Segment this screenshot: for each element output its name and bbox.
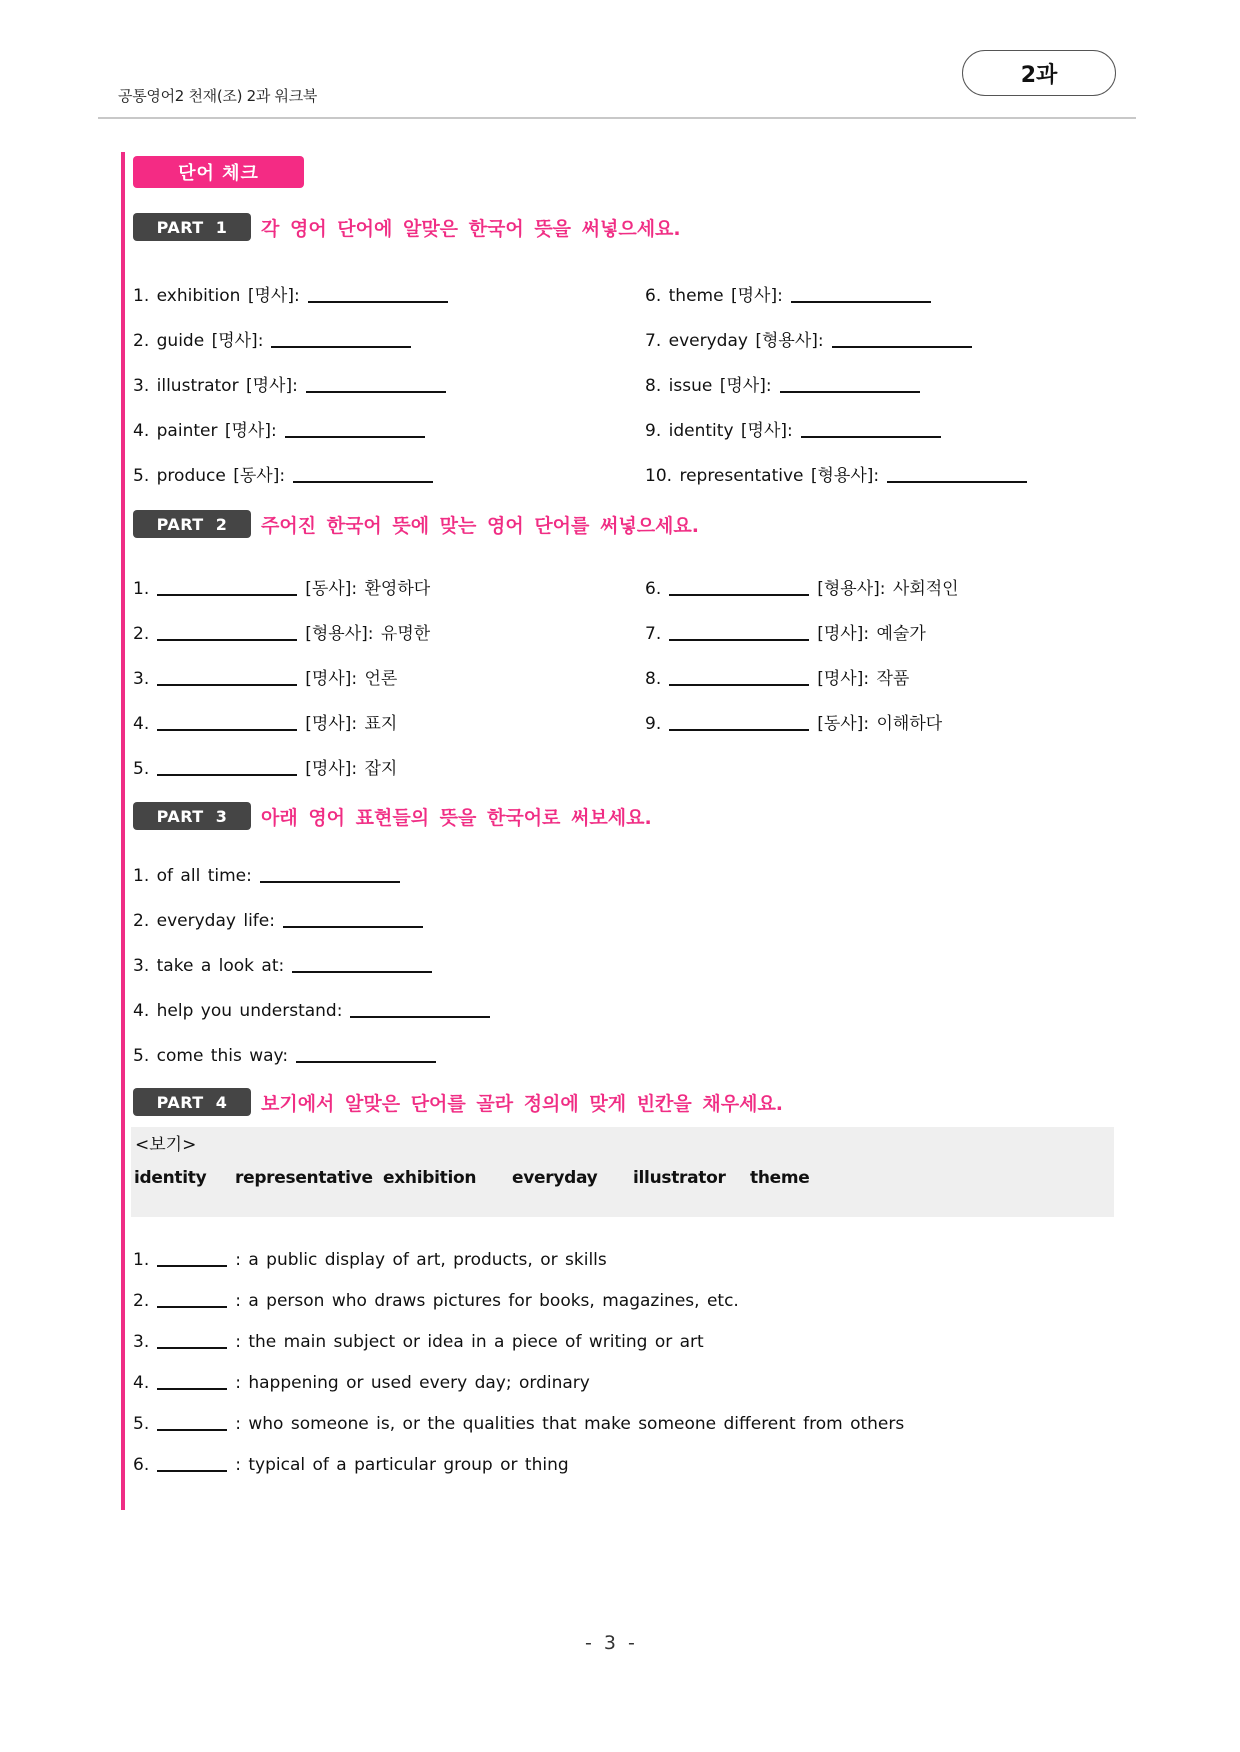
part2-item-4 (133, 709, 397, 734)
item-definition: : a person who draws pictures for books, magazines, etc. (235, 1291, 739, 1311)
part1-item-8 (645, 371, 928, 396)
answer-blank[interactable] (157, 715, 297, 731)
item-number: 5. (133, 1046, 150, 1066)
item-prompt: [형용사]: 사회적인 (817, 579, 959, 599)
word-bank-label: <보기> (135, 1135, 197, 1155)
part3-badge: PART 3 (133, 802, 251, 830)
word-bank-word: illustrator (633, 1168, 726, 1188)
answer-blank[interactable] (157, 670, 297, 686)
answer-blank[interactable] (157, 1456, 227, 1472)
word-bank-word: everyday (512, 1168, 598, 1188)
part1-item-7 (645, 326, 980, 351)
part1-item-2 (133, 326, 419, 351)
answer-blank[interactable] (791, 287, 931, 303)
item-number: 6. (645, 286, 662, 306)
part4-header (133, 1088, 783, 1116)
answer-blank[interactable] (293, 467, 433, 483)
part4-item-1 (133, 1250, 607, 1270)
part2-item-2 (133, 619, 430, 644)
item-number: 4. (133, 1373, 150, 1393)
part2-instruction: 주어진 한국어 뜻에 맞는 영어 단어를 써넣으세요. (261, 514, 699, 537)
part1-instruction: 각 영어 단어에 알맞은 한국어 뜻을 써넣으세요. (261, 217, 681, 240)
word-bank-word: identity (134, 1168, 207, 1188)
item-number: 1. (133, 866, 150, 886)
item-number: 2. (133, 624, 150, 644)
answer-blank[interactable] (157, 1415, 227, 1431)
word-bank-word: exhibition (383, 1168, 477, 1188)
answer-blank[interactable] (285, 422, 425, 438)
answer-blank[interactable] (887, 467, 1027, 483)
item-prompt: [명사]: 예술가 (817, 624, 926, 644)
part2-item-3 (133, 664, 397, 689)
answer-blank[interactable] (157, 1292, 227, 1308)
part4-item-2 (133, 1291, 739, 1311)
lesson-badge: 2과 (962, 50, 1116, 96)
item-number: 4. (133, 714, 150, 734)
item-number: 6. (133, 1455, 150, 1475)
answer-blank[interactable] (260, 867, 400, 883)
item-prompt: come this way: (156, 1046, 289, 1066)
worksheet-title: 공통영어2 천재(조) 2과 워크북 (118, 87, 318, 105)
answer-blank[interactable] (296, 1047, 436, 1063)
part1-item-3 (133, 371, 454, 396)
item-number: 1. (133, 1250, 150, 1270)
item-number: 8. (645, 376, 662, 396)
answer-blank[interactable] (780, 377, 920, 393)
item-number: 1. (133, 286, 150, 306)
item-prompt: [명사]: 작품 (817, 669, 910, 689)
item-definition: : happening or used every day; ordinary (235, 1373, 590, 1393)
part3-header (133, 802, 652, 830)
answer-blank[interactable] (157, 1374, 227, 1390)
part3-item-2 (133, 911, 431, 931)
word-bank-word: representative (235, 1168, 373, 1188)
answer-blank[interactable] (669, 715, 809, 731)
part3-instruction: 아래 영어 표현들의 뜻을 한국어로 써보세요. (261, 806, 652, 829)
item-number: 3. (133, 1332, 150, 1352)
item-number: 7. (645, 624, 662, 644)
answer-blank[interactable] (157, 580, 297, 596)
part2-item-6 (645, 574, 959, 599)
answer-blank[interactable] (157, 1251, 227, 1267)
item-prompt: everyday [형용사]: (668, 331, 824, 351)
item-number: 2. (133, 911, 150, 931)
item-number: 10. (645, 466, 673, 486)
item-number: 5. (133, 1414, 150, 1434)
item-prompt: [동사]: 이해하다 (817, 714, 943, 734)
item-prompt: guide [명사]: (156, 331, 264, 351)
item-number: 3. (133, 956, 150, 976)
item-number: 3. (133, 669, 150, 689)
item-prompt: painter [명사]: (156, 421, 277, 441)
item-prompt: [동사]: 환영하다 (305, 579, 431, 599)
part1-badge: PART 1 (133, 213, 251, 241)
part3-item-1 (133, 866, 408, 886)
answer-blank[interactable] (669, 580, 809, 596)
part4-instruction: 보기에서 알맞은 단어를 골라 정의에 맞게 빈칸을 채우세요. (261, 1092, 784, 1115)
answer-blank[interactable] (157, 625, 297, 641)
item-prompt: [명사]: 표지 (305, 714, 398, 734)
item-prompt: take a look at: (156, 956, 285, 976)
answer-blank[interactable] (801, 422, 941, 438)
word-bank-word: theme (750, 1168, 810, 1188)
part4-item-3 (133, 1332, 704, 1352)
item-prompt: [형용사]: 유명한 (305, 624, 431, 644)
item-prompt: illustrator [명사]: (156, 376, 298, 396)
item-prompt: issue [명사]: (668, 376, 772, 396)
section-accent-bar (121, 152, 125, 1510)
item-prompt: everyday life: (156, 911, 275, 931)
part1-item-10 (645, 461, 1035, 486)
item-number: 9. (645, 714, 662, 734)
answer-blank[interactable] (157, 760, 297, 776)
item-number: 2. (133, 331, 150, 351)
part1-item-4 (133, 416, 433, 441)
part2-item-1 (133, 574, 430, 599)
item-prompt: theme [명사]: (668, 286, 783, 306)
part1-item-6 (645, 281, 939, 306)
item-prompt: [명사]: 잡지 (305, 759, 398, 779)
answer-blank[interactable] (350, 1002, 490, 1018)
part1-item-5 (133, 461, 441, 486)
item-number: 9. (645, 421, 662, 441)
answer-blank[interactable] (283, 912, 423, 928)
answer-blank[interactable] (271, 332, 411, 348)
part3-item-5 (133, 1046, 444, 1066)
part2-badge: PART 2 (133, 510, 251, 538)
answer-blank[interactable] (292, 957, 432, 973)
part4-badge: PART 4 (133, 1088, 251, 1116)
item-number: 4. (133, 421, 150, 441)
item-prompt: help you understand: (156, 1001, 343, 1021)
item-prompt: identity [명사]: (668, 421, 793, 441)
part2-item-7 (645, 619, 926, 644)
part4-item-5 (133, 1414, 904, 1434)
item-prompt: [명사]: 언론 (305, 669, 398, 689)
part1-item-9 (645, 416, 949, 441)
part2-item-5 (133, 754, 397, 779)
page-number: - 3 - (585, 1632, 635, 1654)
item-definition: : typical of a particular group or thing (235, 1455, 569, 1475)
answer-blank[interactable] (308, 287, 448, 303)
answer-blank[interactable] (306, 377, 446, 393)
part4-item-4 (133, 1373, 590, 1393)
answer-blank[interactable] (669, 625, 809, 641)
item-prompt: representative [형용사]: (679, 466, 880, 486)
item-number: 3. (133, 376, 150, 396)
section-title-badge: 단어 체크 (133, 156, 304, 188)
item-prompt: of all time: (156, 866, 252, 886)
item-definition: : the main subject or idea in a piece of writing or art (235, 1332, 704, 1352)
item-definition: : a public display of art, products, or skills (235, 1250, 607, 1270)
item-prompt: produce [동사]: (156, 466, 286, 486)
part2-header (133, 510, 699, 538)
part2-item-8 (645, 664, 909, 689)
part4-item-6 (133, 1455, 569, 1475)
item-number: 2. (133, 1291, 150, 1311)
item-number: 4. (133, 1001, 150, 1021)
item-number: 6. (645, 579, 662, 599)
item-number: 1. (133, 579, 150, 599)
part3-item-3 (133, 956, 440, 976)
answer-blank[interactable] (669, 670, 809, 686)
part3-item-4 (133, 1001, 498, 1021)
part1-item-1 (133, 281, 456, 306)
part2-item-9 (645, 709, 942, 734)
item-definition: : who someone is, or the qualities that make someone different from others (235, 1414, 905, 1434)
item-prompt: exhibition [명사]: (156, 286, 300, 306)
item-number: 5. (133, 759, 150, 779)
answer-blank[interactable] (832, 332, 972, 348)
header-divider (98, 117, 1136, 119)
item-number: 8. (645, 669, 662, 689)
item-number: 7. (645, 331, 662, 351)
item-number: 5. (133, 466, 150, 486)
answer-blank[interactable] (157, 1333, 227, 1349)
part1-header (133, 213, 681, 241)
